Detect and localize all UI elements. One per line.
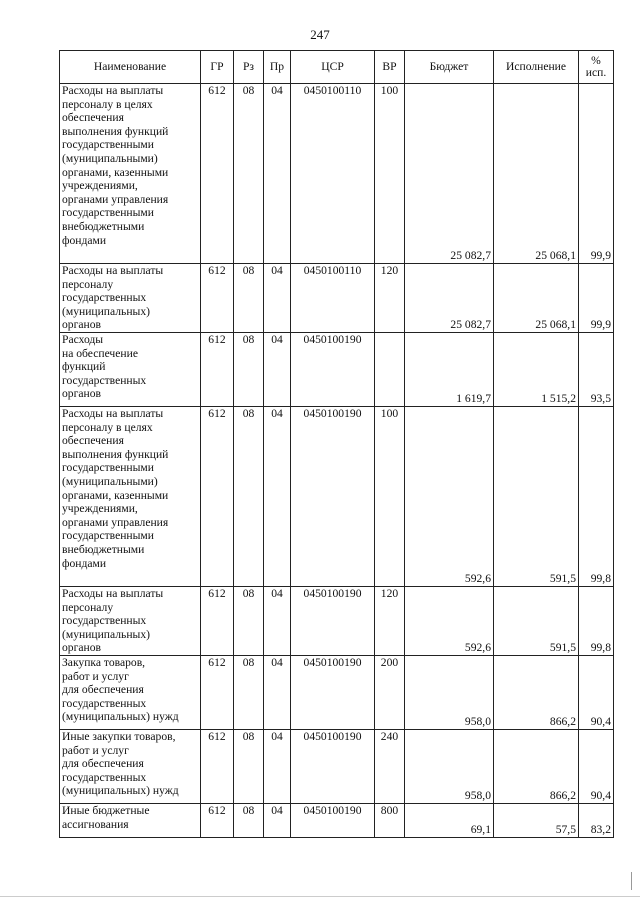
row-gr: 612: [201, 586, 234, 655]
row-csr: 0450100190: [291, 406, 375, 586]
row-csr: 0450100110: [291, 264, 375, 333]
row-pr: 04: [264, 803, 291, 837]
row-vr: 100: [375, 406, 405, 586]
table-row: [60, 332, 614, 406]
row-pr: 04: [264, 264, 291, 333]
table-row: [60, 406, 614, 586]
row-execution: 25 068,1: [494, 264, 579, 333]
row-execution: 591,5: [494, 406, 579, 586]
header-pr: Пр: [264, 51, 291, 84]
row-percent: 99,9: [579, 264, 614, 333]
row-gr: 612: [201, 332, 234, 406]
header-name: Наименование: [60, 51, 201, 84]
row-csr: 0450100190: [291, 332, 375, 406]
row-execution: 591,5: [494, 586, 579, 655]
row-vr: [375, 332, 405, 406]
header-vr: ВР: [375, 51, 405, 84]
row-csr: 0450100190: [291, 586, 375, 655]
row-name: Иные бюджетные ассигнования: [60, 803, 201, 837]
row-execution: 1 515,2: [494, 332, 579, 406]
table-row: [60, 264, 614, 333]
row-budget: 25 082,7: [405, 264, 494, 333]
row-budget: 25 082,7: [405, 84, 494, 264]
row-name: Закупка товаров, работ и услуг для обеспечения государственных (муниципальных) нужд: [60, 655, 201, 729]
row-percent: 99,9: [579, 84, 614, 264]
header-percent: % исп.: [579, 51, 614, 84]
page-number: 247: [310, 27, 330, 42]
row-percent: 90,4: [579, 655, 614, 729]
row-gr: 612: [201, 406, 234, 586]
table-row: [60, 729, 614, 803]
row-gr: 612: [201, 803, 234, 837]
row-name: Расходы на выплаты персоналу в целях обеспечения выполнения функций государственными (муниципальными) органами, казенными учреждениями, органами управления государственными внебюджетными фондами: [60, 406, 201, 586]
row-rz: 08: [234, 264, 264, 333]
row-rz: 08: [234, 729, 264, 803]
row-budget: 69,1: [405, 803, 494, 837]
header-execution: Исполнение: [494, 51, 579, 84]
table-row: [60, 84, 614, 264]
row-vr: 240: [375, 729, 405, 803]
row-budget: 592,6: [405, 586, 494, 655]
row-pr: 04: [264, 655, 291, 729]
row-rz: 08: [234, 406, 264, 586]
row-vr: 120: [375, 586, 405, 655]
header-gr: ГР: [201, 51, 234, 84]
row-budget: 958,0: [405, 655, 494, 729]
row-budget: 1 619,7: [405, 332, 494, 406]
row-rz: 08: [234, 655, 264, 729]
row-execution: 866,2: [494, 655, 579, 729]
table-header-row: [60, 51, 614, 84]
row-gr: 612: [201, 729, 234, 803]
row-percent: 99,8: [579, 586, 614, 655]
header-csr: ЦСР: [291, 51, 375, 84]
row-name: Расходы на выплаты персоналу государственных (муниципальных) органов: [60, 586, 201, 655]
row-vr: 800: [375, 803, 405, 837]
row-pr: 04: [264, 586, 291, 655]
scan-mark-bottom: [0, 896, 640, 897]
row-rz: 08: [234, 586, 264, 655]
row-percent: 90,4: [579, 729, 614, 803]
row-rz: 08: [234, 332, 264, 406]
row-percent: 99,8: [579, 406, 614, 586]
row-vr: 100: [375, 84, 405, 264]
row-execution: 25 068,1: [494, 84, 579, 264]
row-name: Иные закупки товаров, работ и услуг для обеспечения государственных (муниципальных) нужд: [60, 729, 201, 803]
table-row: [60, 586, 614, 655]
row-vr: 200: [375, 655, 405, 729]
row-pr: 04: [264, 406, 291, 586]
table-row: [60, 655, 614, 729]
row-csr: 0450100190: [291, 729, 375, 803]
header-budget: Бюджет: [405, 51, 494, 84]
row-gr: 612: [201, 264, 234, 333]
budget-table: [59, 50, 614, 838]
row-pr: 04: [264, 84, 291, 264]
row-percent: 83,2: [579, 803, 614, 837]
table-row: [60, 803, 614, 837]
row-name: Расходы на выплаты персоналу в целях обеспечения выполнения функций государственными (муниципальными) органами, казенными учреждениями, органами управления государственными внебюджетными фондами: [60, 84, 201, 264]
row-budget: 958,0: [405, 729, 494, 803]
row-vr: 120: [375, 264, 405, 333]
row-rz: 08: [234, 803, 264, 837]
row-csr: 0450100110: [291, 84, 375, 264]
row-pr: 04: [264, 332, 291, 406]
row-csr: 0450100190: [291, 803, 375, 837]
row-percent: 93,5: [579, 332, 614, 406]
row-execution: 57,5: [494, 803, 579, 837]
row-budget: 592,6: [405, 406, 494, 586]
row-execution: 866,2: [494, 729, 579, 803]
header-rz: Рз: [234, 51, 264, 84]
row-name: Расходы на выплаты персоналу государственных (муниципальных) органов: [60, 264, 201, 333]
row-rz: 08: [234, 84, 264, 264]
row-pr: 04: [264, 729, 291, 803]
row-gr: 612: [201, 84, 234, 264]
scan-mark: [631, 872, 632, 890]
row-csr: 0450100190: [291, 655, 375, 729]
row-name: Расходы на обеспечение функций государственных органов: [60, 332, 201, 406]
row-gr: 612: [201, 655, 234, 729]
